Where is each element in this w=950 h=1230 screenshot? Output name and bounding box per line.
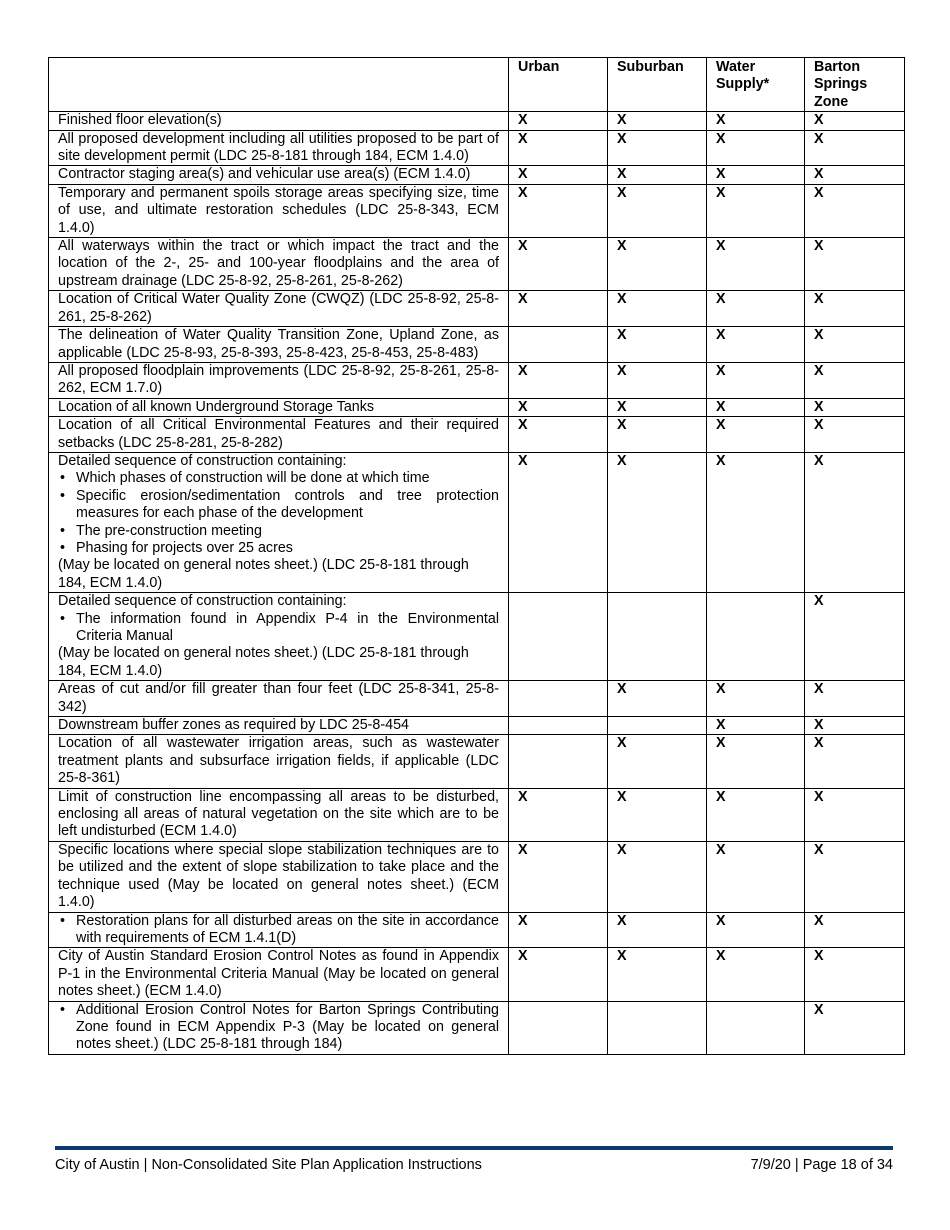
table-row bbox=[49, 912, 905, 948]
zone-mark: X bbox=[707, 788, 805, 841]
zone-mark: X bbox=[805, 948, 905, 1001]
requirement-description: Location of Critical Water Quality Zone (CWQZ) (LDC 25-8-92, 25-8-261, 25-8-262) bbox=[49, 291, 509, 327]
table-row bbox=[49, 398, 905, 416]
requirement-bullet: • Restoration plans for all disturbed areas on the site in accordance with requirements of ECM 1.4.1(D) bbox=[76, 913, 499, 948]
zone-mark: X bbox=[805, 841, 905, 912]
zone-mark: X bbox=[805, 130, 905, 166]
requirement-description: Limit of construction line encompassing all areas to be disturbed, enclosing all areas of natural vegetation on the site which are to be left undisturbed (ECM 1.4.0) bbox=[49, 788, 509, 841]
zone-mark: X bbox=[707, 417, 805, 453]
table-row bbox=[49, 291, 905, 327]
zone-mark: X bbox=[707, 130, 805, 166]
table-row bbox=[49, 417, 905, 453]
zone-mark: X bbox=[805, 681, 905, 717]
zone-mark: X bbox=[608, 130, 707, 166]
footer-rule bbox=[55, 1146, 893, 1150]
zone-mark: X bbox=[707, 912, 805, 948]
requirement-bullet-list bbox=[58, 1002, 499, 1054]
zone-mark: X bbox=[805, 717, 905, 735]
zone-mark: X bbox=[608, 238, 707, 291]
zone-mark: X bbox=[608, 327, 707, 363]
requirement-description: Finished floor elevation(s) bbox=[49, 112, 509, 130]
header-cell-zone: Urban bbox=[509, 58, 608, 112]
zone-mark: X bbox=[707, 166, 805, 184]
table-row bbox=[49, 166, 905, 184]
zone-mark: X bbox=[608, 912, 707, 948]
requirement-intro: Detailed sequence of construction containing: bbox=[58, 593, 347, 610]
zone-mark bbox=[509, 717, 608, 735]
zone-mark bbox=[509, 593, 608, 681]
zone-mark: X bbox=[805, 1001, 905, 1054]
zone-mark bbox=[509, 327, 608, 363]
requirement-description: Contractor staging area(s) and vehicular use area(s) (ECM 1.4.0) bbox=[49, 166, 509, 184]
requirement-bullet: • Specific erosion/sedimentation controls and tree protection measures for each phase of the development bbox=[76, 488, 499, 523]
zone-mark: X bbox=[608, 112, 707, 130]
footer-page-info: 7/9/20 | Page 18 of 34 bbox=[750, 1157, 893, 1173]
zone-mark: X bbox=[608, 681, 707, 717]
table-row bbox=[49, 1001, 905, 1054]
zone-mark: X bbox=[707, 681, 805, 717]
requirement-reference: (May be located on general notes sheet.) (LDC 25-8-181 through 184, ECM 1.4.0) bbox=[58, 645, 469, 679]
footer-document-title: City of Austin | Non-Consolidated Site Plan Application Instructions bbox=[55, 1157, 482, 1173]
zone-mark: X bbox=[509, 362, 608, 398]
requirement-description: Temporary and permanent spoils storage areas specifying size, time of use, and ultimate restoration schedules (LDC 25-8-343, ECM 1.4.0) bbox=[49, 184, 509, 237]
zone-mark: X bbox=[509, 166, 608, 184]
table-row bbox=[49, 788, 905, 841]
requirement-description: Specific locations where special slope stabilization techniques are to be utilized and the extent of slope stabilization to take place and the technique used (May be located on general notes sheet.) (ECM 1.4.0) bbox=[49, 841, 509, 912]
zone-mark: X bbox=[509, 398, 608, 416]
table-row bbox=[49, 717, 905, 735]
requirement-description: City of Austin Standard Erosion Control Notes as found in Appendix P-1 in the Environmental Criteria Manual (May be located on general notes sheet.) (ECM 1.4.0) bbox=[49, 948, 509, 1001]
zone-mark: X bbox=[707, 735, 805, 788]
zone-mark: X bbox=[509, 291, 608, 327]
zone-mark bbox=[608, 1001, 707, 1054]
zone-mark: X bbox=[707, 362, 805, 398]
zone-mark bbox=[509, 735, 608, 788]
zone-mark: X bbox=[509, 112, 608, 130]
zone-mark: X bbox=[509, 417, 608, 453]
zone-mark: X bbox=[608, 166, 707, 184]
requirement-bullet: • Additional Erosion Control Notes for Barton Springs Contributing Zone found in ECM Appendix P-3 (May be located on general notes sheet.) (LDC 25-8-181 through 184) bbox=[76, 1002, 499, 1054]
requirement-description: The delineation of Water Quality Transition Zone, Upland Zone, as applicable (LDC 25-8-93, 25-8-393, 25-8-423, 25-8-453, 25-8-483) bbox=[49, 327, 509, 363]
zone-mark: X bbox=[805, 184, 905, 237]
requirement-bullet: • Which phases of construction will be done at which time bbox=[76, 470, 499, 487]
requirement-description: All proposed development including all utilities proposed to be part of site development permit (LDC 25-8-181 through 184, ECM 1.4.0) bbox=[49, 130, 509, 166]
table-row bbox=[49, 452, 905, 592]
zone-mark: X bbox=[805, 291, 905, 327]
table-row bbox=[49, 112, 905, 130]
table-row bbox=[49, 362, 905, 398]
zone-mark: X bbox=[707, 452, 805, 592]
zone-mark: X bbox=[707, 291, 805, 327]
zone-mark bbox=[509, 1001, 608, 1054]
requirement-bullet-list bbox=[58, 913, 499, 948]
requirement-description: Location of all known Underground Storage Tanks bbox=[49, 398, 509, 416]
zone-mark: X bbox=[805, 788, 905, 841]
zone-mark: X bbox=[608, 417, 707, 453]
requirement-reference: (May be located on general notes sheet.) (LDC 25-8-181 through 184, ECM 1.4.0) bbox=[58, 557, 469, 591]
table-row bbox=[49, 238, 905, 291]
zone-mark: X bbox=[608, 398, 707, 416]
zone-mark: X bbox=[608, 841, 707, 912]
requirement-description: Location of all wastewater irrigation areas, such as wastewater treatment plants and subsurface irrigation fields, if applicable (LDC 25-8-361) bbox=[49, 735, 509, 788]
zone-mark bbox=[707, 593, 805, 681]
zone-mark: X bbox=[509, 841, 608, 912]
requirement-description: Downstream buffer zones as required by LDC 25-8-454 bbox=[49, 717, 509, 735]
zone-mark: X bbox=[805, 452, 905, 592]
requirement-description bbox=[49, 452, 509, 592]
header-cell-description bbox=[49, 58, 509, 112]
zone-mark bbox=[608, 717, 707, 735]
zone-mark: X bbox=[509, 238, 608, 291]
header-row bbox=[49, 58, 905, 112]
requirement-intro: Detailed sequence of construction containing: bbox=[58, 452, 347, 469]
zone-mark: X bbox=[805, 912, 905, 948]
zone-mark: X bbox=[707, 112, 805, 130]
requirement-bullet: • The pre-construction meeting bbox=[76, 523, 499, 540]
zone-mark: X bbox=[608, 788, 707, 841]
table-row bbox=[49, 327, 905, 363]
zone-mark: X bbox=[805, 735, 905, 788]
table-row bbox=[49, 184, 905, 237]
zone-mark: X bbox=[707, 184, 805, 237]
zone-mark: X bbox=[805, 238, 905, 291]
requirement-description bbox=[49, 912, 509, 948]
zone-mark: X bbox=[805, 327, 905, 363]
zone-mark: X bbox=[805, 417, 905, 453]
zone-mark: X bbox=[805, 362, 905, 398]
table-row bbox=[49, 948, 905, 1001]
zone-mark: X bbox=[509, 184, 608, 237]
zone-mark: X bbox=[509, 788, 608, 841]
zone-mark: X bbox=[707, 841, 805, 912]
zone-mark: X bbox=[509, 130, 608, 166]
zone-mark: X bbox=[707, 717, 805, 735]
zone-mark: X bbox=[509, 912, 608, 948]
zone-mark: X bbox=[608, 291, 707, 327]
requirement-description: All waterways within the tract or which impact the tract and the location of the 2-, 25- and 100-year floodplains and the area of upstream drainage (LDC 25-8-92, 25-8-261, 25-8-262) bbox=[49, 238, 509, 291]
requirement-description bbox=[49, 1001, 509, 1054]
table-row bbox=[49, 735, 905, 788]
requirements-table bbox=[48, 57, 905, 1055]
zone-mark bbox=[707, 1001, 805, 1054]
requirement-description: Areas of cut and/or fill greater than four feet (LDC 25-8-341, 25-8-342) bbox=[49, 681, 509, 717]
zone-mark: X bbox=[608, 362, 707, 398]
requirement-bullet-list bbox=[58, 611, 499, 646]
table-row bbox=[49, 841, 905, 912]
requirement-bullet-list bbox=[58, 470, 499, 557]
requirement-bullet: • Phasing for projects over 25 acres bbox=[76, 540, 499, 557]
zone-mark: X bbox=[707, 238, 805, 291]
zone-mark: X bbox=[707, 948, 805, 1001]
table-row bbox=[49, 593, 905, 681]
requirement-bullet: • The information found in Appendix P-4 in the Environmental Criteria Manual bbox=[76, 611, 499, 646]
zone-mark: X bbox=[805, 398, 905, 416]
zone-mark bbox=[608, 593, 707, 681]
requirement-description: All proposed floodplain improvements (LDC 25-8-92, 25-8-261, 25-8-262, ECM 1.7.0) bbox=[49, 362, 509, 398]
zone-mark: X bbox=[608, 735, 707, 788]
zone-mark: X bbox=[608, 948, 707, 1001]
requirement-description: Location of all Critical Environmental Features and their required setbacks (LDC 25-8-281, 25-8-282) bbox=[49, 417, 509, 453]
zone-mark: X bbox=[805, 112, 905, 130]
zone-mark: X bbox=[805, 593, 905, 681]
zone-mark: X bbox=[509, 948, 608, 1001]
zone-mark: X bbox=[707, 398, 805, 416]
table-row bbox=[49, 681, 905, 717]
table-body bbox=[49, 112, 905, 1055]
requirement-description bbox=[49, 593, 509, 681]
zone-mark: X bbox=[608, 184, 707, 237]
zone-mark: X bbox=[608, 452, 707, 592]
header-cell-zone: Water Supply* bbox=[707, 58, 805, 112]
header-cell-zone: Suburban bbox=[608, 58, 707, 112]
zone-mark: X bbox=[707, 327, 805, 363]
zone-mark bbox=[509, 681, 608, 717]
header-cell-zone: Barton Springs Zone bbox=[805, 58, 905, 112]
zone-mark: X bbox=[509, 452, 608, 592]
zone-mark: X bbox=[805, 166, 905, 184]
table-row bbox=[49, 130, 905, 166]
